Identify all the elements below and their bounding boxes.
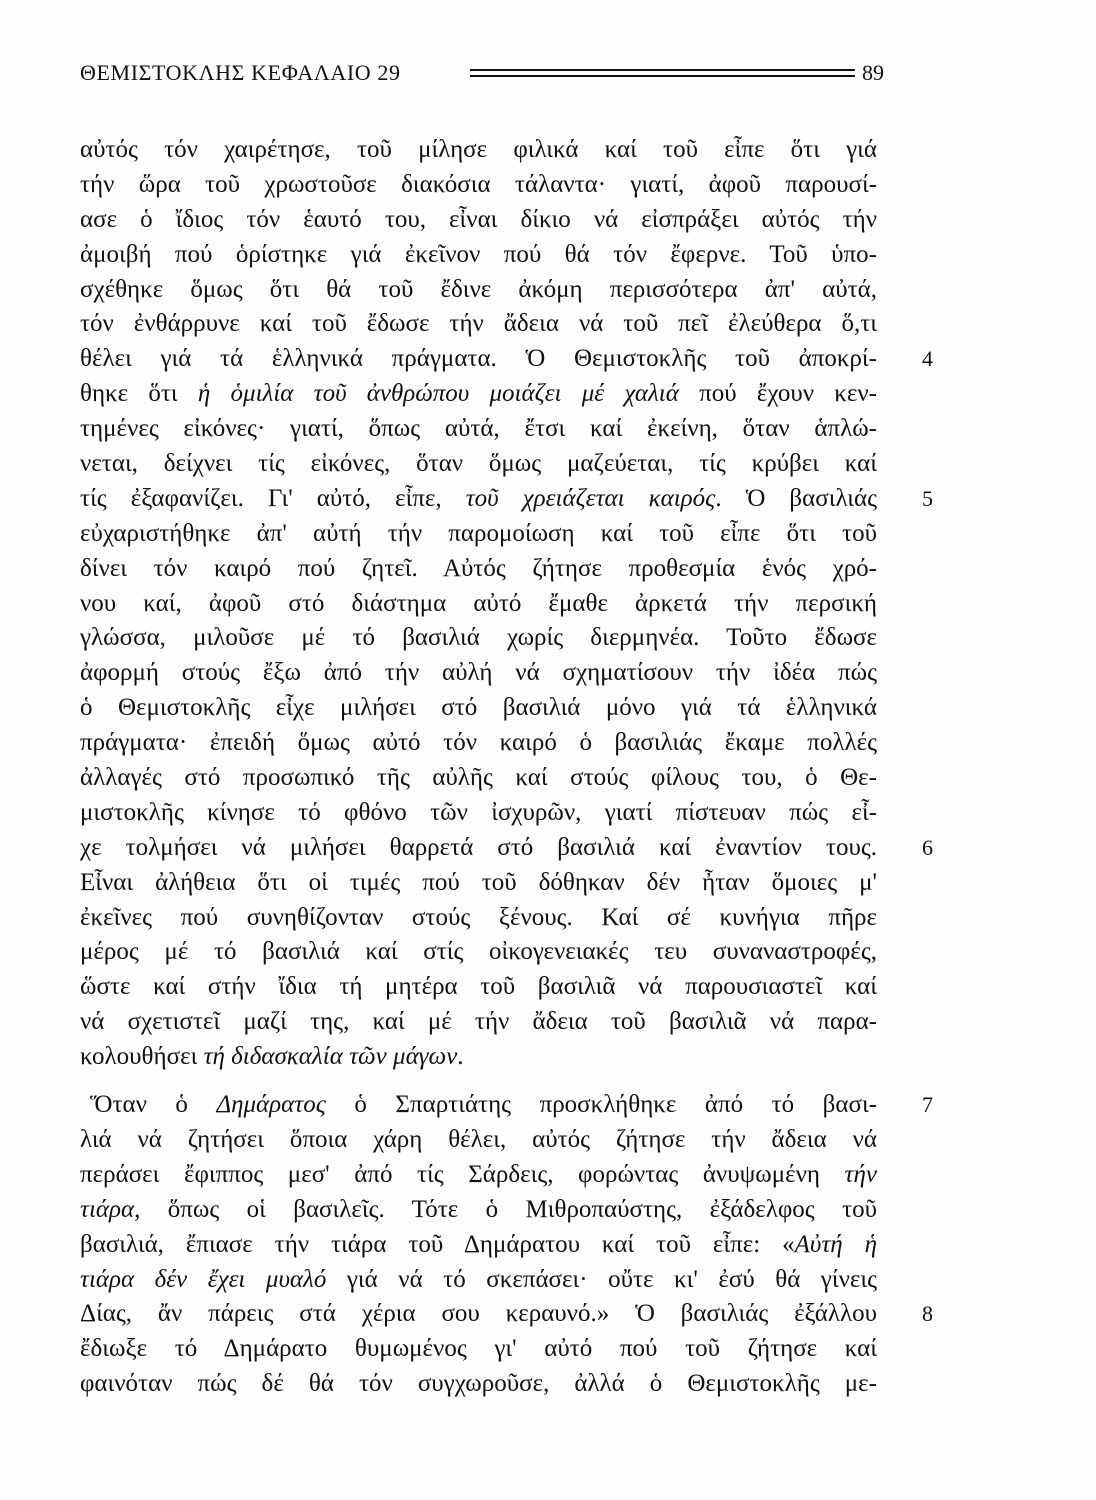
text-run: πράγματα· ἐπειδή ὅμως αὐτό τόν καιρό ὁ βασιλιάς ἔκαμε πολλές	[80, 729, 877, 757]
text-run: ὁ Θεμιστοκλῆς εἶχε μιλήσει στό βασιλιά μόνο γιά τά ἑλληνικά	[80, 694, 877, 722]
text-line	[80, 1332, 877, 1367]
text-run: μιστοκλῆς κίνησε τό φθόνο τῶν ἰσχυρῶν, γιατί πίστευαν πώς εἶ-	[80, 798, 877, 826]
text-run: πού ἔχουν κεν-	[678, 380, 878, 408]
text-line	[80, 831, 933, 866]
text-line	[80, 342, 933, 377]
text-run: τημένες εἰκόνες· γιατί, ὅπως αὐτά, ἔτσι καί ἐκείνη, ὅταν ἁπλώ-	[80, 415, 877, 443]
text-run: περάσει ἔφιππος μεσ' ἀπό τίς Σάρδεις, φορώντας ἀνυψωμένη	[80, 1160, 845, 1188]
text-run: νου καί, ἀφοῦ στό διάστημα αὐτό ἔμαθε ἀρκετά τήν περσική	[80, 589, 877, 617]
text-line	[80, 1263, 877, 1298]
italic-text: Δημάρατος	[216, 1091, 326, 1119]
margin-section-number: 5	[922, 485, 933, 511]
text-run: φαινόταν πώς δέ θά τόν συγχωροῦσε, ἀλλά ὁ Θεμιστοκλῆς με-	[80, 1370, 877, 1398]
text-run: ἀφορμή στούς ἔξω ἀπό τήν αὐλή νά σχηματίσουν τήν ἰδέα πώς	[80, 659, 877, 687]
text-line	[80, 691, 877, 726]
text-run: ἔδιωξε τό Δημάρατο θυμωμένος γι' αὐτό πού τοῦ ζήτησε καί	[80, 1335, 877, 1363]
text-run: τόν ἐνθάρρυνε καί τοῦ ἔδωσε τήν ἄδεια νά τοῦ πεῖ ἐλεύθερα ὅ,τι	[80, 310, 877, 338]
text-run: γλώσσα, μιλοῦσε μέ τό βασιλιά χωρίς διερμηνέα. Τοῦτο ἔδωσε	[80, 624, 877, 652]
margin-section-number: 6	[922, 834, 933, 860]
text-line	[80, 482, 933, 517]
italic-text: ἡ ὁμιλία τοῦ ἀνθρώπου μοιάζει μέ χαλιά	[197, 380, 679, 408]
text-run: νά σχετιστεῖ μαζί της, καί μέ τήν ἄδεια τοῦ βασιλιᾶ νά παρα-	[80, 1008, 877, 1036]
text-line	[80, 970, 877, 1005]
text-run: χε τολμήσει νά μιλήσει θαρρετά στό βασιλιά καί ἐναντίον τους.	[80, 833, 877, 861]
text-line	[80, 1367, 877, 1402]
text-line	[80, 901, 877, 936]
text-run: τήν ὥρα τοῦ χρωστοῦσε διακόσια τάλαντα· γιατί, ἀφοῦ παρουσί-	[80, 170, 877, 198]
running-head-double-rule	[470, 69, 855, 77]
text-run: θέλει γιά τά ἑλληνικά πράγματα. Ὁ Θεμιστοκλῆς τοῦ ἀποκρί-	[80, 345, 877, 373]
text-run: ασε ὁ ἴδιος τόν ἑαυτό του, εἶναι δίκιο νά εἰσπράξει αὐτός τήν	[80, 205, 877, 233]
text-line	[80, 168, 877, 203]
text-run: μέρος μέ τό βασιλιά καί στίς οἰκογενειακές τευ συναναστροφές,	[80, 938, 877, 966]
text-run: αὐτός τόν χαιρέτησε, τοῦ μίλησε φιλικά καί τοῦ εἶπε ὅτι γιά	[80, 136, 877, 163]
text-run: λιά νά ζητήσει ὅποια χάρη θέλει, αὐτός ζήτησε τήν ἄδεια νά	[80, 1125, 877, 1153]
text-line	[80, 273, 877, 308]
paragraph	[80, 133, 933, 1075]
italic-text: τοῦ χρειάζεται καιρός	[465, 484, 716, 512]
text-line	[80, 133, 877, 168]
text-line	[80, 587, 877, 622]
text-line	[80, 1193, 877, 1228]
text-line	[80, 1005, 877, 1040]
margin-section-number: 8	[922, 1301, 933, 1327]
text-run: νεται, δείχνει τίς εἰκόνες, ὅταν ὅμως μαζεύεται, τίς κρύβει καί	[80, 450, 877, 478]
text-line	[80, 412, 877, 447]
text-line	[80, 552, 877, 587]
text-run: ἀμοιβή πού ὁρίστηκε γιά ἐκεῖνον πού θά τόν ἔφερνε. Τοῦ ὑπο-	[80, 240, 877, 268]
text-run: .	[457, 1043, 464, 1071]
text-run: Δίας, ἄν πάρεις στά χέρια σου κεραυνό.» Ὁ βασιλιάς ἐξάλλου	[80, 1300, 877, 1328]
text-line	[80, 1040, 877, 1075]
text-run: τίς ἐξαφανίζει. Γι' αὐτό, εἶπε,	[80, 484, 466, 512]
italic-text: Αὐτή ἡ	[794, 1230, 878, 1258]
text-run: δίνει τόν καιρό πού ζητεῖ. Αὐτός ζήτησε προθεσμία ἑνός χρό-	[80, 554, 877, 582]
text-line	[80, 935, 877, 970]
text-run: ὁ Σπαρτιάτης προσκλήθηκε ἀπό τό βασι-	[325, 1091, 877, 1119]
italic-text: τήν	[844, 1160, 877, 1188]
text-line	[80, 1088, 933, 1123]
body-text	[80, 133, 933, 1402]
text-run: βασιλιά, ἔπιασε τήν τιάρα τοῦ Δημάρατου καί τοῦ εἶπε: «	[80, 1230, 795, 1258]
text-line	[80, 1158, 877, 1193]
page-number: 89	[862, 60, 884, 85]
text-line	[80, 517, 877, 552]
paragraph	[80, 1088, 933, 1402]
margin-section-number: 7	[922, 1092, 933, 1118]
italic-text: τιάρα δέν ἔχει μυαλό	[80, 1265, 327, 1293]
italic-text: τή διδασκαλία τῶν μάγων	[203, 1043, 458, 1071]
text-run: ἐκεῖνες πού συνηθίζονταν στούς ξένους. Καί σέ κυνήγια πῆρε	[80, 903, 877, 931]
running-head-title: ΘΕΜΙΣΤΟΚΛΗΣ ΚΕΦΑΛΑΙΟ 29	[80, 60, 401, 85]
text-run: σχέθηκε ὅμως ὅτι θά τοῦ ἔδινε ἀκόμη περισσότερα ἀπ' αὐτά,	[80, 275, 877, 303]
text-line	[80, 726, 877, 761]
margin-section-number: 4	[922, 346, 933, 372]
text-line	[80, 447, 877, 482]
text-line	[80, 377, 877, 412]
text-run: θηκε ὅτι	[80, 380, 198, 408]
text-line	[80, 761, 877, 796]
text-line	[80, 1297, 933, 1332]
text-line	[80, 1123, 877, 1158]
text-run: Εἶναι ἀλήθεια ὅτι οἱ τιμές πού τοῦ δόθηκαν δέν ἦταν ὅμοιες μ'	[80, 868, 877, 896]
text-run: . Ὁ βασιλιάς	[715, 484, 877, 512]
text-run: ὥστε καί στήν ἴδια τή μητέρα τοῦ βασιλιᾶ νά παρουσιαστεῖ καί	[80, 973, 877, 1001]
text-line	[80, 203, 877, 238]
text-line	[80, 1228, 877, 1263]
text-run: ἀλλαγές στό προσωπικό τῆς αὐλῆς καί στούς φίλους του, ὁ Θε-	[80, 764, 877, 792]
text-run: Ὅταν ὁ	[90, 1091, 217, 1119]
text-run: γιά νά τό σκεπάσει· οὔτε κι' ἐσύ θά γίνεις	[326, 1265, 878, 1293]
text-run: εὐχαριστήθηκε ἀπ' αὐτή τήν παρομοίωση καί τοῦ εἶπε ὅτι τοῦ	[80, 519, 877, 547]
text-line	[80, 238, 877, 273]
text-run: κολουθήσει	[80, 1043, 204, 1071]
italic-text: τιάρα,	[80, 1195, 141, 1223]
text-line	[80, 621, 877, 656]
text-line	[80, 307, 877, 342]
text-line	[80, 796, 877, 831]
text-run: ὅπως οἱ βασιλεῖς. Τότε ὁ Μιθροπαύστης, ἐξάδελφος τοῦ	[140, 1195, 877, 1223]
text-line	[80, 656, 877, 691]
text-line	[80, 866, 877, 901]
